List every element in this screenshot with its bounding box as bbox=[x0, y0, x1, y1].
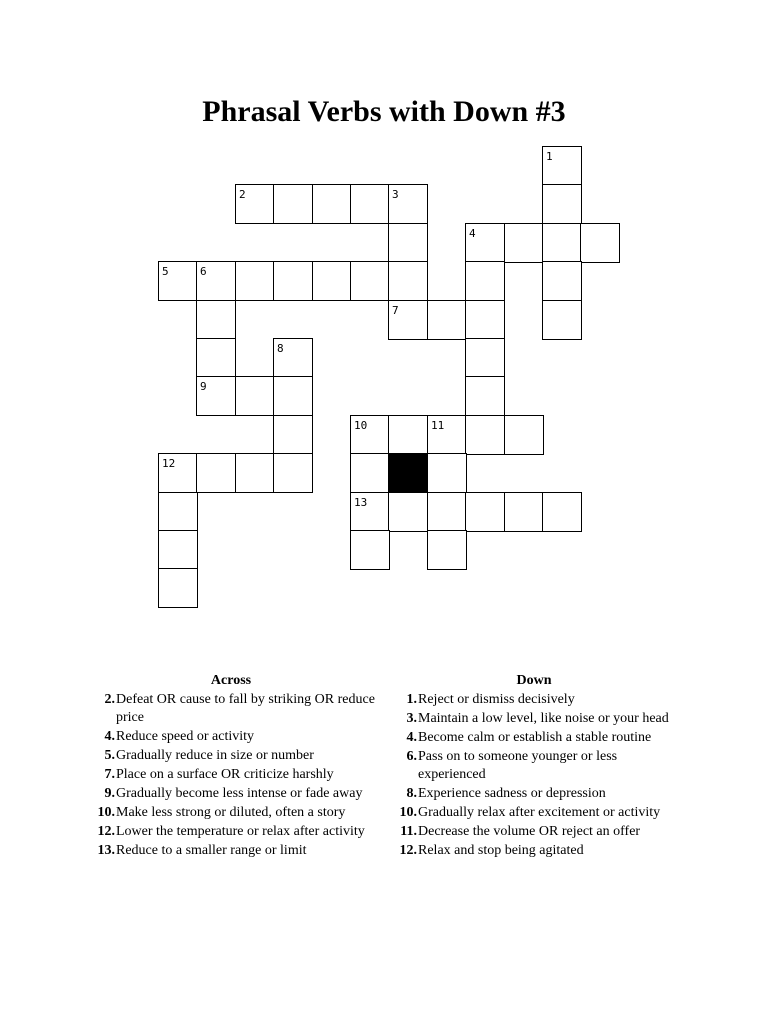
grid-cell[interactable] bbox=[235, 376, 275, 416]
grid-cell[interactable] bbox=[427, 415, 467, 455]
cell-number: 6 bbox=[200, 265, 207, 278]
grid-cell[interactable] bbox=[350, 530, 390, 570]
clue-text: Experience sadness or depression bbox=[418, 786, 606, 801]
down-heading: Down bbox=[516, 673, 552, 688]
clue-number: 13. bbox=[97, 843, 115, 858]
down-clue-list bbox=[388, 691, 688, 860]
grid-cell[interactable] bbox=[273, 415, 313, 455]
clue-number: 12. bbox=[399, 843, 417, 858]
grid-cell[interactable] bbox=[465, 415, 505, 455]
cell-number: 13 bbox=[354, 496, 368, 509]
grid-cell[interactable] bbox=[388, 415, 428, 455]
clue-text: Reduce speed or activity bbox=[116, 729, 255, 744]
clue-number: 1. bbox=[406, 692, 417, 707]
clue-text: Defeat OR cause to fall by striking OR reduce price bbox=[116, 692, 375, 725]
clue-text: Place on a surface OR criticize harshly bbox=[116, 767, 334, 782]
grid-cell[interactable] bbox=[388, 184, 428, 224]
clue-text: Make less strong or diluted, often a story bbox=[116, 805, 346, 820]
clue-number: 4. bbox=[406, 730, 417, 745]
black-square bbox=[388, 453, 428, 493]
down-clues bbox=[388, 672, 688, 861]
grid-cell[interactable] bbox=[196, 338, 236, 378]
grid-cell[interactable] bbox=[235, 261, 275, 301]
cell-number: 7 bbox=[392, 304, 399, 317]
clue-number: 12. bbox=[97, 824, 115, 839]
clue-number: 7. bbox=[104, 767, 115, 782]
clue-number: 3. bbox=[406, 711, 417, 726]
grid-cell[interactable] bbox=[273, 261, 313, 301]
clue-text: Reduce to a smaller range or limit bbox=[116, 843, 307, 858]
clue-text: Pass on to someone younger or less experienced bbox=[418, 749, 618, 782]
clue-number: 10. bbox=[399, 805, 417, 820]
grid-cell[interactable] bbox=[542, 261, 582, 301]
clue-text: Lower the temperature or relax after activity bbox=[116, 824, 365, 839]
cell-number: 4 bbox=[469, 227, 476, 240]
across-clue bbox=[86, 842, 386, 860]
grid-cell[interactable] bbox=[196, 376, 236, 416]
across-clue bbox=[86, 823, 386, 841]
cell-number: 9 bbox=[200, 380, 207, 393]
grid-cell[interactable] bbox=[158, 261, 198, 301]
grid-cell[interactable] bbox=[158, 492, 198, 532]
grid-cell[interactable] bbox=[542, 492, 582, 532]
clue-text: Become calm or establish a stable routine bbox=[418, 730, 652, 745]
grid-cell[interactable] bbox=[158, 453, 198, 493]
grid-cell[interactable] bbox=[273, 376, 313, 416]
clue-text: Reject or dismiss decisively bbox=[418, 692, 575, 707]
across-clue bbox=[86, 691, 386, 727]
across-clue bbox=[86, 747, 386, 765]
clue-number: 10. bbox=[97, 805, 115, 820]
grid-cell[interactable] bbox=[312, 261, 352, 301]
clue-number: 4. bbox=[104, 729, 115, 744]
clue-number: 2. bbox=[104, 692, 115, 707]
grid-cell[interactable] bbox=[465, 376, 505, 416]
grid-cell[interactable] bbox=[388, 261, 428, 301]
clue-number: 6. bbox=[406, 749, 417, 764]
grid-cell[interactable] bbox=[504, 223, 544, 263]
clue-number: 9. bbox=[104, 786, 115, 801]
grid-cell[interactable] bbox=[427, 492, 467, 532]
grid-cell[interactable] bbox=[465, 261, 505, 301]
grid-cell[interactable] bbox=[542, 184, 582, 224]
across-clue-list bbox=[86, 691, 386, 860]
grid-cell[interactable] bbox=[350, 453, 390, 493]
down-clue bbox=[388, 691, 688, 709]
clue-number: 5. bbox=[104, 748, 115, 763]
grid-cell[interactable] bbox=[388, 300, 428, 340]
grid-cell[interactable] bbox=[465, 492, 505, 532]
cell-number: 10 bbox=[354, 419, 368, 432]
across-clue bbox=[86, 785, 386, 803]
down-clue bbox=[388, 710, 688, 728]
grid-cell[interactable] bbox=[388, 492, 428, 532]
grid-cell[interactable] bbox=[158, 568, 198, 608]
cell-number: 5 bbox=[162, 265, 169, 278]
grid-cell[interactable] bbox=[542, 300, 582, 340]
grid-cell[interactable] bbox=[542, 146, 582, 186]
grid-cell[interactable] bbox=[504, 415, 544, 455]
clue-text: Maintain a low level, like noise or your head bbox=[418, 711, 669, 726]
cell-number: 8 bbox=[277, 342, 284, 355]
grid-cell[interactable] bbox=[504, 492, 544, 532]
clue-text: Decrease the volume OR reject an offer bbox=[418, 824, 641, 839]
grid-cell[interactable] bbox=[350, 415, 390, 455]
down-clue bbox=[388, 748, 688, 784]
grid-cell[interactable] bbox=[273, 338, 313, 378]
down-clue bbox=[388, 785, 688, 803]
grid-cell[interactable] bbox=[388, 223, 428, 263]
grid-cell[interactable] bbox=[235, 184, 275, 224]
grid-cell[interactable] bbox=[273, 453, 313, 493]
clue-text: Gradually relax after excitement or activity bbox=[418, 805, 661, 820]
grid-cell[interactable] bbox=[196, 261, 236, 301]
down-clue bbox=[388, 842, 688, 860]
down-clue bbox=[388, 823, 688, 841]
grid-cell[interactable] bbox=[350, 261, 390, 301]
grid-cell[interactable] bbox=[465, 223, 505, 263]
grid-cell[interactable] bbox=[427, 530, 467, 570]
cell-number: 11 bbox=[431, 419, 445, 432]
clue-text: Relax and stop being agitated bbox=[418, 843, 584, 858]
cell-number: 1 bbox=[546, 150, 553, 163]
clue-text: Gradually reduce in size or number bbox=[116, 748, 314, 763]
grid-cell[interactable] bbox=[350, 184, 390, 224]
grid-cell[interactable] bbox=[580, 223, 620, 263]
down-clue bbox=[388, 804, 688, 822]
grid-cell[interactable] bbox=[158, 530, 198, 570]
across-clue bbox=[86, 728, 386, 746]
across-clues bbox=[86, 672, 386, 861]
clue-number: 11. bbox=[400, 824, 417, 839]
across-clue bbox=[86, 804, 386, 822]
page-title: Phrasal Verbs with Down #3 bbox=[202, 95, 566, 128]
grid-cell[interactable] bbox=[427, 453, 467, 493]
down-clue bbox=[388, 729, 688, 747]
clue-number: 8. bbox=[406, 786, 417, 801]
cell-number: 2 bbox=[239, 188, 246, 201]
grid-cell[interactable] bbox=[465, 300, 505, 340]
grid-cell[interactable] bbox=[196, 453, 236, 493]
across-heading: Across bbox=[210, 673, 252, 688]
cell-number: 3 bbox=[392, 188, 399, 201]
grid-cell[interactable] bbox=[350, 492, 390, 532]
cell-number: 12 bbox=[162, 457, 176, 470]
across-clue bbox=[86, 766, 386, 784]
grid-cell[interactable] bbox=[273, 184, 313, 224]
grid-cell[interactable] bbox=[312, 184, 352, 224]
grid-cell[interactable] bbox=[465, 338, 505, 378]
grid-cell[interactable] bbox=[196, 300, 236, 340]
grid-cell[interactable] bbox=[542, 223, 582, 263]
grid-cell[interactable] bbox=[235, 453, 275, 493]
clue-text: Gradually become less intense or fade away bbox=[116, 786, 363, 801]
grid-cell[interactable] bbox=[427, 300, 467, 340]
